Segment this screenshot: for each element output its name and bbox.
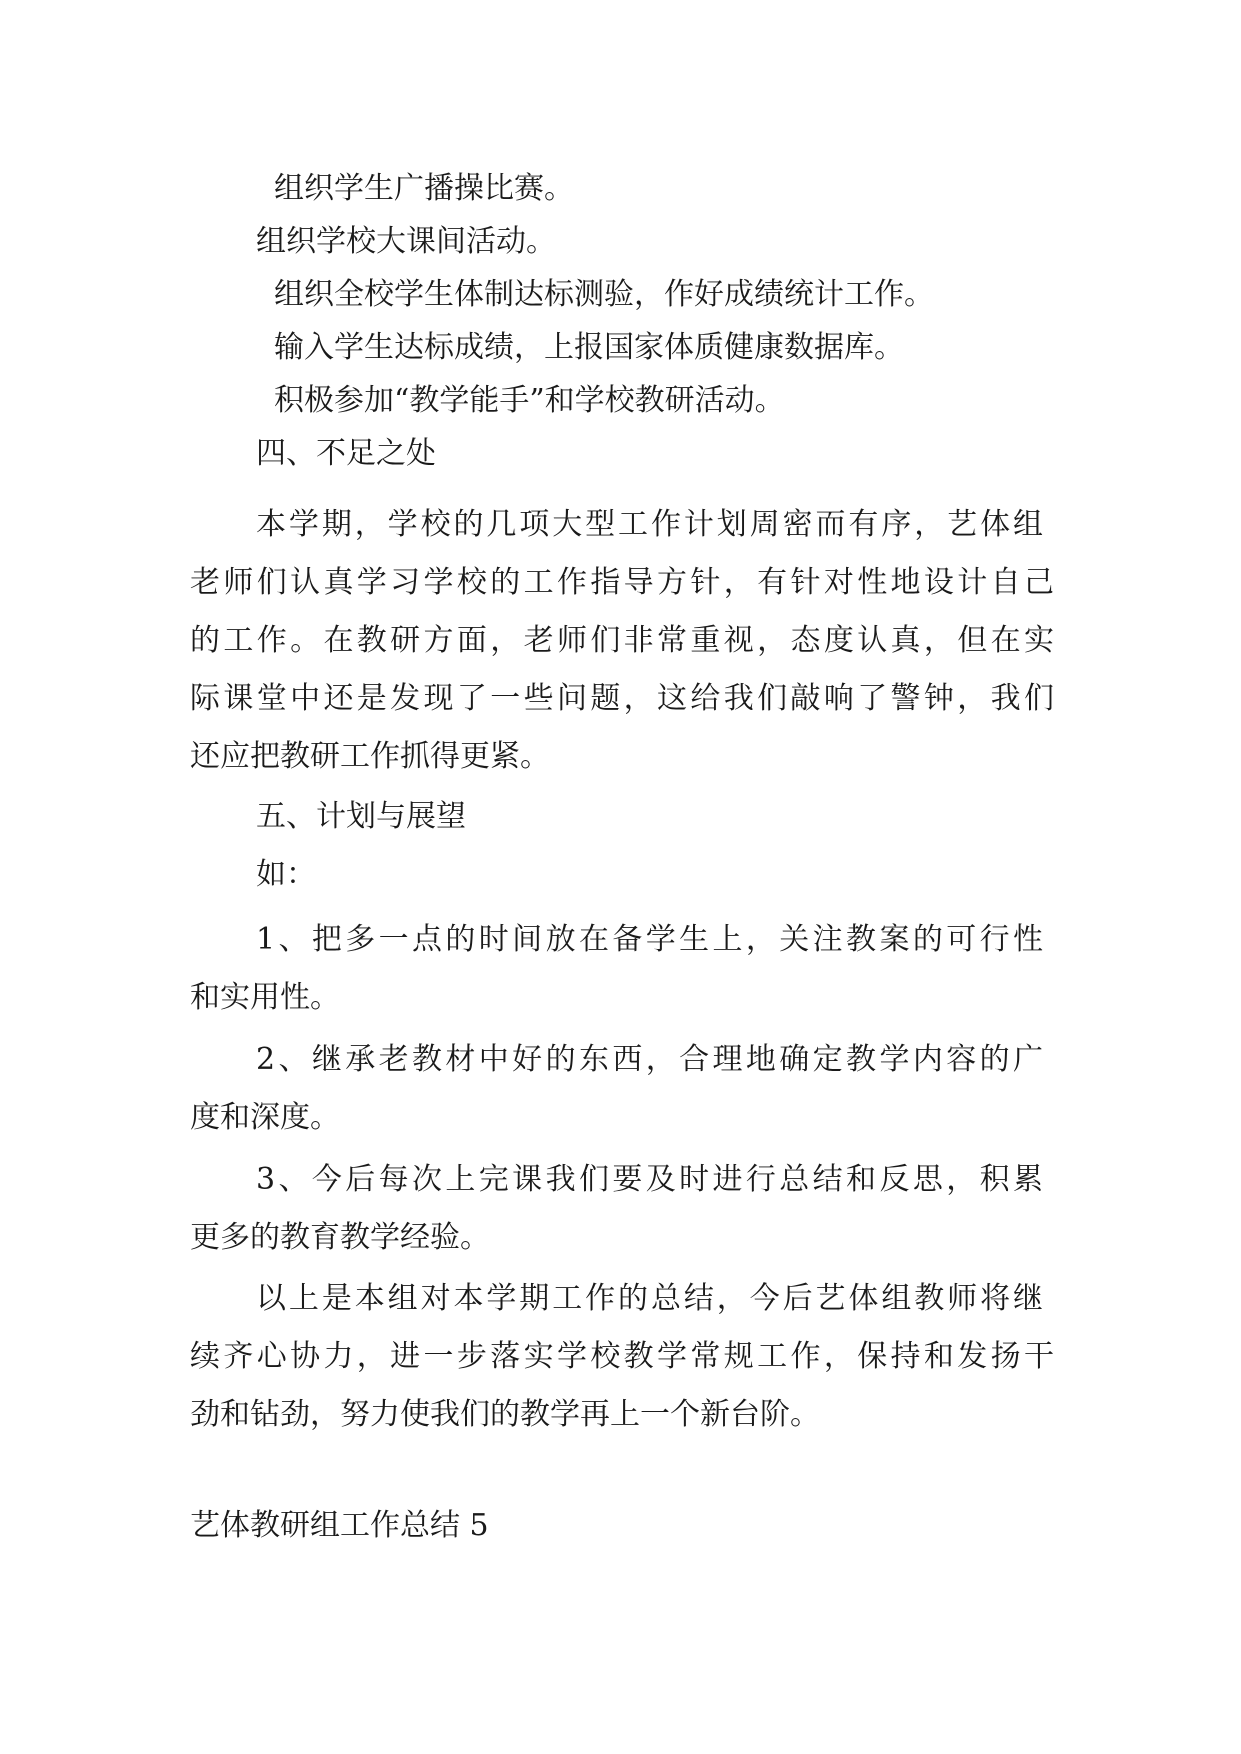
paragraph-line: 如： [256,857,316,892]
section-heading: 四、不足之处 [256,436,436,471]
paragraph-line: 劲和钻劲，努力使我们的教学再上一个新台阶。 [190,1397,820,1432]
paragraph-line: 和实用性。 [190,980,340,1015]
paragraph-line: 的工作。在教研方面，老师们非常重视，态度认真，但在实 [190,623,1054,658]
list-item: 组织学校大课间活动。 [256,224,556,259]
paragraph-line: 老师们认真学习学校的工作指导方针，有针对性地设计自己 [190,565,1054,600]
list-item: 组织学生广播操比赛。 [274,171,574,206]
paragraph-line: 更多的教育教学经验。 [190,1220,490,1255]
list-item: 积极参加“教学能手”和学校教研活动。 [274,383,785,418]
paragraph-line: 以上是本组对本学期工作的总结，今后艺体组教师将继 [256,1281,1043,1316]
list-item: 组织全校学生体制达标测验，作好成绩统计工作。 [274,277,934,312]
paragraph-line: 本学期，学校的几项大型工作计划周密而有序，艺体组 [256,507,1043,542]
paragraph-line: 2、继承老教材中好的东西，合理地确定教学内容的广 [256,1042,1043,1077]
document-title: 艺体教研组工作总结 5 [190,1508,489,1543]
paragraph-line: 度和深度。 [190,1100,340,1135]
paragraph-line: 续齐心协力，进一步落实学校教学常规工作，保持和发扬干 [190,1339,1054,1374]
paragraph-line: 还应把教研工作抓得更紧。 [190,739,550,774]
paragraph-line: 3、今后每次上完课我们要及时进行总结和反思，积累 [256,1162,1043,1197]
section-heading: 五、计划与展望 [256,799,466,834]
paragraph-line: 1、把多一点的时间放在备学生上，关注教案的可行性 [256,922,1043,957]
list-item: 输入学生达标成绩，上报国家体质健康数据库。 [274,330,904,365]
paragraph-line: 际课堂中还是发现了一些问题，这给我们敲响了警钟，我们 [190,681,1054,716]
